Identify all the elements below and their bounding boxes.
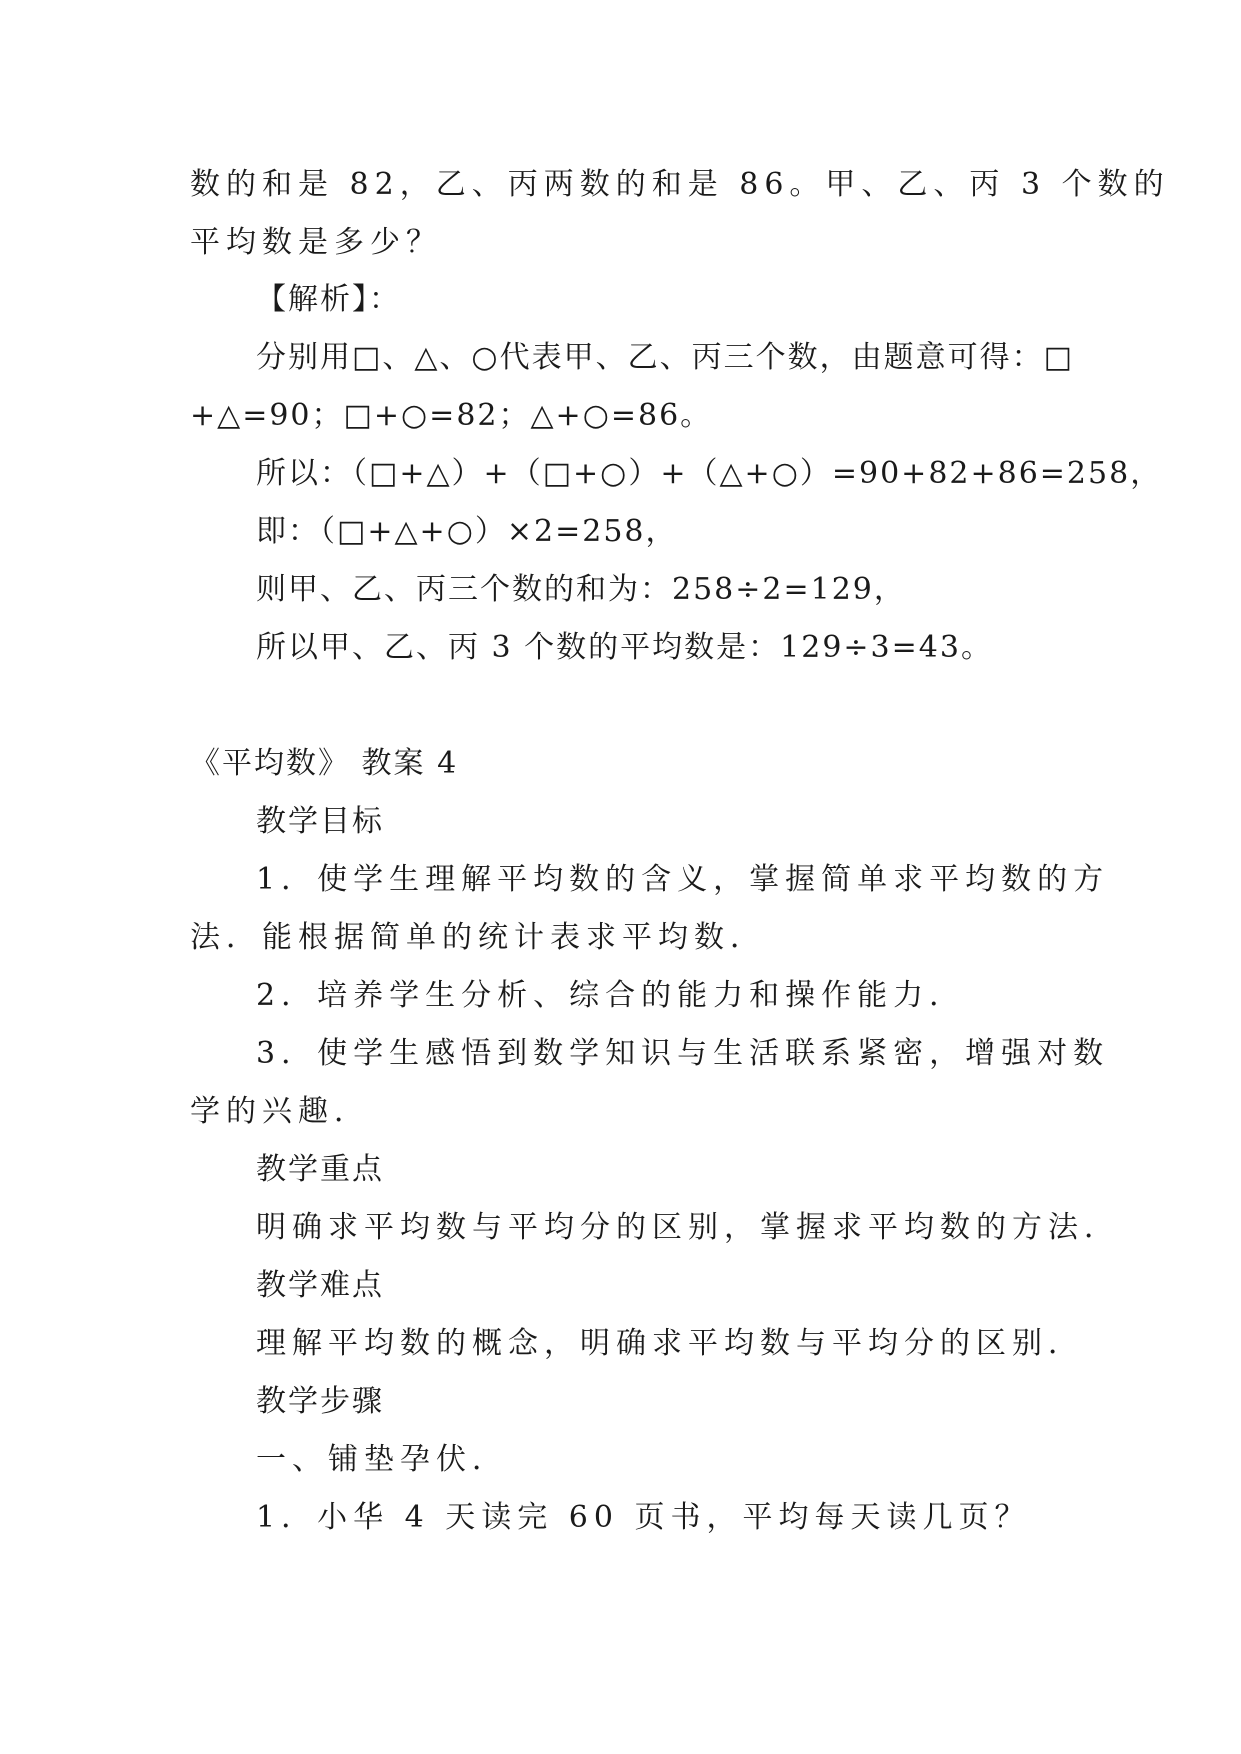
analysis-line-1: 分别用□、△、○代表甲、乙、丙三个数，由题意可得：□ [256,340,1074,375]
objective-3-line-2: 学的兴趣． [190,1094,370,1129]
analysis-line-3: 所以：（□+△）+（□+○）+（△+○）=90+82+86=258， [256,456,1163,491]
analysis-line-2: +△=90；□+○=82；△+○=86。 [190,398,713,433]
analysis-line-6: 所以甲、乙、丙 3 个数的平均数是：129÷3=43。 [256,630,993,665]
section-heading-key-points: 教学重点 [256,1152,384,1187]
key-points-text: 明确求平均数与平均分的区别，掌握求平均数的方法． [256,1210,1120,1245]
objective-1-line-2: 法．能根据简单的统计表求平均数． [190,920,766,955]
lesson-plan-title: 《平均数》 教案 4 [190,746,459,781]
problem-text-line-1: 数的和是 82，乙、丙两数的和是 86。甲、乙、丙 3 个数的 [190,167,1170,202]
objective-3-line-1: 3．使学生感悟到数学知识与生活联系紧密，增强对数 [256,1036,1110,1071]
objective-1-line-1: 1．使学生理解平均数的含义，掌握简单求平均数的方 [256,862,1110,897]
problem-text-line-2: 平均数是多少？ [190,225,442,260]
section-heading-difficulties: 教学难点 [256,1268,384,1303]
step-1-heading: 一、铺垫孕伏． [256,1442,508,1477]
analysis-line-4: 即：（□+△+○）×2=258， [256,514,678,549]
objective-2: 2．培养学生分析、综合的能力和操作能力． [256,978,966,1013]
difficulties-text: 理解平均数的概念，明确求平均数与平均分的区别． [256,1326,1084,1361]
section-heading-objectives: 教学目标 [256,804,384,839]
analysis-heading: 【解析】： [256,282,401,317]
section-heading-steps: 教学步骤 [256,1384,384,1419]
analysis-line-5: 则甲、乙、丙三个数的和为：258÷2=129， [256,572,906,607]
step-1-question-1: 1．小华 4 天读完 60 页书，平均每天读几页？ [256,1500,1031,1535]
